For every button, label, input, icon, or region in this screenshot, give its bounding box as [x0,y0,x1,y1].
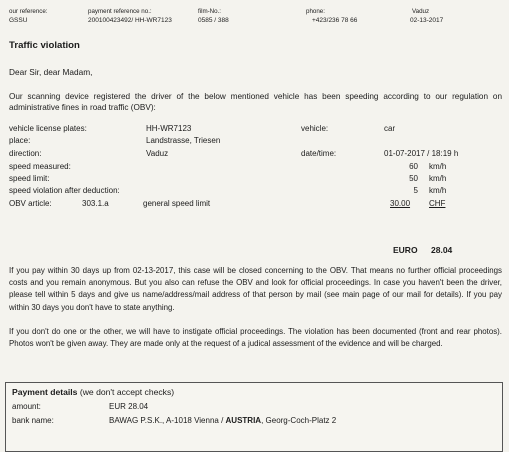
obv-article: 303.1.a [82,199,109,208]
measured-label: speed measured: [9,162,71,171]
datetime-label: date/time: [301,149,337,158]
measured-unit: km/h [429,162,447,171]
header-value-film-no: 0585 / 388 [198,17,229,24]
intro-paragraph: Our scanning device registered the driver of the below mentioned vehicle has been speeding according to our regulation on administrative fines in road traffic (OBV): [9,92,502,112]
header-label-our-reference: our reference: [9,8,48,15]
header-value-payment-reference: 200100423492/ HH-WR7123 [88,17,172,24]
header-label-place: Vaduz [412,8,430,15]
bank-name-suffix: , Georg-Coch-Platz 2 [261,416,337,425]
total-amount: 28.04 [431,245,453,255]
bank-country: AUSTRIA [225,416,262,425]
document-title: Traffic violation [9,40,80,51]
bank-name-value [109,416,336,425]
header-label-film-no: film-No.: [198,8,222,15]
proceedings-paragraph: If you don't do one or the other, we will have to instigate official proceedings. The violation has been documented (front and rear photos). Photos won't be given away. They are made only at the request of a judical assessment of the evidence and will be charged. [9,327,502,349]
deduction-unit: km/h [429,186,447,195]
plate-value: HH-WR7123 [146,124,192,133]
amount-value: EUR 28.04 [109,402,149,411]
payment-details-heading: Payment details [12,387,78,397]
place-label: place: [9,136,31,145]
deduction-value: 5 [413,186,418,195]
limit-label: speed limit: [9,174,50,183]
plate-label: vehicle license plates: [9,124,87,133]
payment-details-title [12,387,174,397]
obv-amount: 30.00 [390,199,411,208]
datetime-value: 01-07-2017 / 18:19 h [384,149,459,158]
payment-details-note: (we don't accept checks) [79,387,175,397]
payment-info-paragraph: If you pay within 30 days up from 02-13-2017, this case will be closed concerning to the OBV. That means no further official proceedings costs and you remain anonymous. But you also can refuse the OBV and look for official proceedings. In case you haven't been the driver, please tell within 5 days and give us name/address/mail address of that person by mail (see main page of our mail for details). If you pay within 30 days you don't have to state anything. [9,266,502,312]
header-value-our-reference: GSSU [9,17,28,24]
vehicle-value: car [384,124,396,133]
bank-name-prefix: BAWAG P.S.K., A-1018 Vienna / [109,416,226,425]
obv-description: general speed limit [143,199,211,208]
bank-name-label: bank name: [12,416,54,425]
payment-details-box [5,382,503,452]
header-value-phone: +423/236 78 66 [312,17,358,24]
salutation: Dear Sir, dear Madam, [9,67,93,77]
direction-value: Vaduz [146,149,169,158]
deduction-label: speed violation after deduction: [9,186,120,195]
limit-unit: km/h [429,174,447,183]
header-value-date: 02-13-2017 [410,17,444,24]
obv-label: OBV article: [9,199,52,208]
place-value: Landstrasse, Triesen [146,136,221,145]
obv-currency: CHF [429,199,446,208]
direction-label: direction: [9,149,42,158]
vehicle-label: vehicle: [301,124,329,133]
header-label-payment-reference: payment reference no.: [88,8,152,15]
limit-value: 50 [409,174,418,183]
total-currency: EURO [393,245,418,255]
measured-value: 60 [409,162,418,171]
header-label-phone: phone: [306,8,325,15]
amount-label: amount: [12,402,41,411]
